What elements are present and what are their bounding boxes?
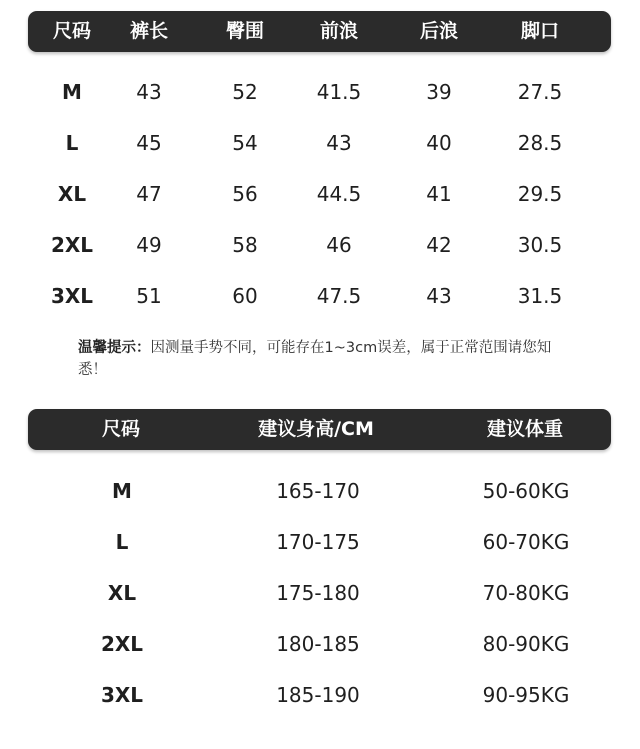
- front-rise-cell: 44.5: [316, 182, 362, 206]
- size-cell: L: [115, 530, 129, 554]
- leg-opening-cell: 27.5: [517, 80, 563, 104]
- header-leg-opening: 脚口: [520, 20, 560, 42]
- size-cell: 2XL: [50, 233, 94, 257]
- table-row: [0, 230, 640, 260]
- front-rise-cell: 46: [326, 233, 352, 257]
- header-size: 尺码: [52, 20, 92, 42]
- pants-length-cell: 49: [136, 233, 162, 257]
- table-row: [0, 476, 640, 506]
- back-rise-cell: 42: [426, 233, 452, 257]
- hip-cell: 54: [232, 131, 258, 155]
- pants-length-cell: 47: [136, 182, 162, 206]
- leg-opening-cell: 29.5: [517, 182, 563, 206]
- pants-length-cell: 45: [136, 131, 162, 155]
- height-cell: 185-190: [276, 683, 360, 707]
- size-cell: M: [62, 80, 82, 104]
- header-size: 尺码: [101, 418, 141, 440]
- notice-text: 因测量手势不同，可能存在1~3cm误差，属于正常范围请您知悉！: [78, 340, 552, 378]
- back-rise-cell: 41: [426, 182, 452, 206]
- size-cell: XL: [107, 581, 137, 605]
- header-back-rise: 后浪: [419, 20, 459, 42]
- front-rise-cell: 47.5: [316, 284, 362, 308]
- table-row: [0, 629, 640, 659]
- weight-cell: 50-60KG: [482, 479, 570, 503]
- weight-cell: 60-70KG: [482, 530, 570, 554]
- hip-cell: 60: [232, 284, 258, 308]
- size-cell: M: [112, 479, 132, 503]
- weight-cell: 90-95KG: [482, 683, 570, 707]
- size-cell: 2XL: [100, 632, 144, 656]
- header-pants-length: 裤长: [129, 20, 169, 42]
- table-row: [0, 77, 640, 107]
- header-recommended-weight: 建议体重: [486, 418, 564, 440]
- size-table-header: [28, 11, 611, 52]
- leg-opening-cell: 28.5: [517, 131, 563, 155]
- back-rise-cell: 43: [426, 284, 452, 308]
- table-row: [0, 680, 640, 710]
- leg-opening-cell: 30.5: [517, 233, 563, 257]
- front-rise-cell: 41.5: [316, 80, 362, 104]
- size-cell: 3XL: [50, 284, 94, 308]
- table-row: [0, 578, 640, 608]
- hip-cell: 58: [232, 233, 258, 257]
- back-rise-cell: 40: [426, 131, 452, 155]
- height-cell: 165-170: [276, 479, 360, 503]
- height-cell: 180-185: [276, 632, 360, 656]
- pants-length-cell: 43: [136, 80, 162, 104]
- size-cell: XL: [57, 182, 87, 206]
- back-rise-cell: 39: [426, 80, 452, 104]
- header-recommended-height: 建议身高/CM: [258, 418, 374, 440]
- fit-table-header: [28, 409, 611, 450]
- header-hip: 臀围: [225, 20, 265, 42]
- table-row: [0, 179, 640, 209]
- table-row: [0, 527, 640, 557]
- size-cell: L: [65, 131, 79, 155]
- table-row: [0, 281, 640, 311]
- hip-cell: 52: [232, 80, 258, 104]
- front-rise-cell: 43: [326, 131, 352, 155]
- height-cell: 175-180: [276, 581, 360, 605]
- header-front-rise: 前浪: [319, 20, 359, 42]
- weight-cell: 80-90KG: [482, 632, 570, 656]
- leg-opening-cell: 31.5: [517, 284, 563, 308]
- table-row: [0, 128, 640, 158]
- pants-length-cell: 51: [136, 284, 162, 308]
- measurement-notice: [78, 337, 578, 381]
- weight-cell: 70-80KG: [482, 581, 570, 605]
- notice-label: 温馨提示：: [78, 340, 151, 356]
- height-cell: 170-175: [276, 530, 360, 554]
- size-cell: 3XL: [100, 683, 144, 707]
- hip-cell: 56: [232, 182, 258, 206]
